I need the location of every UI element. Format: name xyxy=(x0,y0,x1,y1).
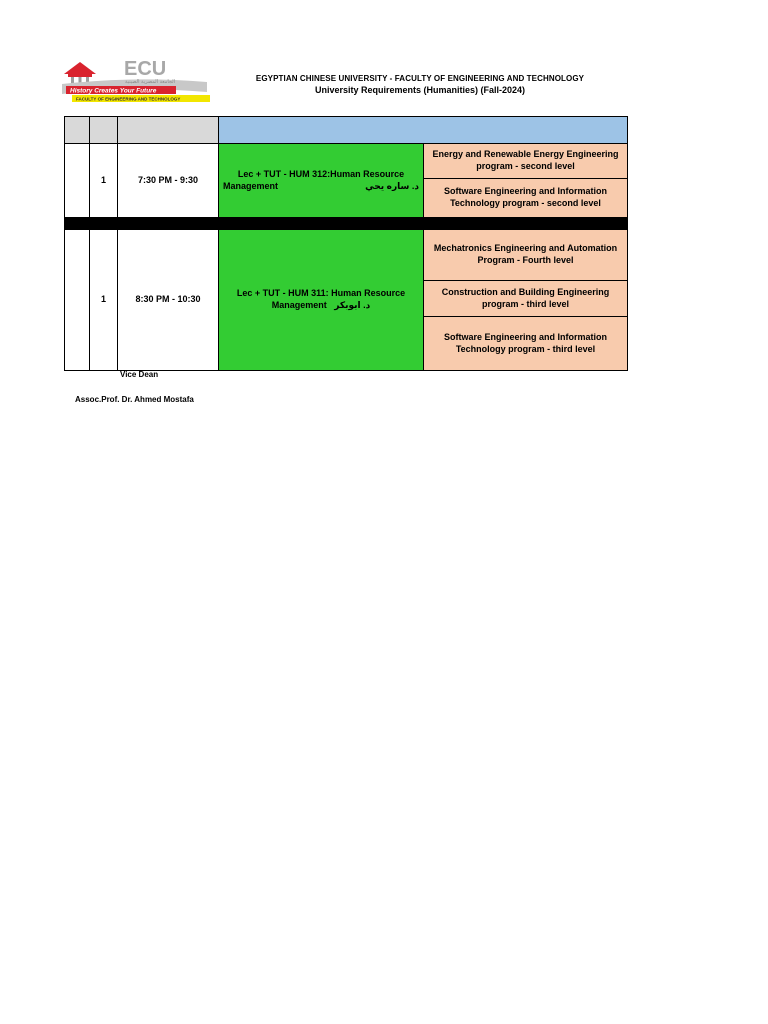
header-cell-number xyxy=(89,116,118,144)
ecu-logo xyxy=(62,58,212,104)
logo-arabic: الجامعة المصرية الصينية xyxy=(125,79,176,85)
row2-course xyxy=(218,229,424,371)
row1-program-1: Energy and Renewable Energy Engineering program - second level xyxy=(423,143,628,179)
row1-time: 7:30 PM - 9:30 xyxy=(117,143,219,218)
logo-faculty: FACULTY OF ENGINEERING AND TECHNOLOGY xyxy=(76,96,181,102)
page-subtitle: University Requirements (Humanities) (Fall-2024) xyxy=(314,85,526,95)
row1-day-cell xyxy=(64,143,90,218)
row2-program-2: Construction and Building Engineering program - third level xyxy=(423,280,628,317)
row2-day-cell xyxy=(64,229,90,371)
signatory-name: Assoc.Prof. Dr. Ahmed Mostafa xyxy=(75,395,194,404)
header-cell-time xyxy=(117,116,219,144)
row2-program-1: Mechatronics Engineering and Automation Program - Fourth level xyxy=(423,229,628,281)
row2-program-3: Software Engineering and Information Technology program - third level xyxy=(423,316,628,371)
page-title: EGYPTIAN CHINESE UNIVERSITY - FACULTY OF ENGINEERING AND TECHNOLOGY xyxy=(255,74,585,83)
row1-course-title: Lec + TUT - HUM 312:Human Resource xyxy=(237,168,405,179)
header-cell-blank xyxy=(64,116,90,144)
row1-instructor: د. ساره يحي xyxy=(365,180,419,191)
row2-number: 1 xyxy=(89,229,118,371)
signatory-role: Vice Dean xyxy=(120,370,159,379)
header-cell-course xyxy=(218,116,628,144)
logo-brand: ECU xyxy=(124,58,167,80)
logo-tagline: History Creates Your Future xyxy=(70,87,157,95)
row1-course-word: Management xyxy=(223,180,279,191)
row1-program-2: Software Engineering and Information Technology program - second level xyxy=(423,178,628,218)
row2-course-word: Management xyxy=(271,300,327,310)
row1-number: 1 xyxy=(89,143,118,218)
row2-course-title: Lec + TUT - HUM 311: Human Resource xyxy=(236,288,406,299)
row2-instructor: د. ابوبكر xyxy=(334,300,371,310)
row1-course xyxy=(218,143,424,218)
row2-time: 8:30 PM - 10:30 xyxy=(117,229,219,371)
